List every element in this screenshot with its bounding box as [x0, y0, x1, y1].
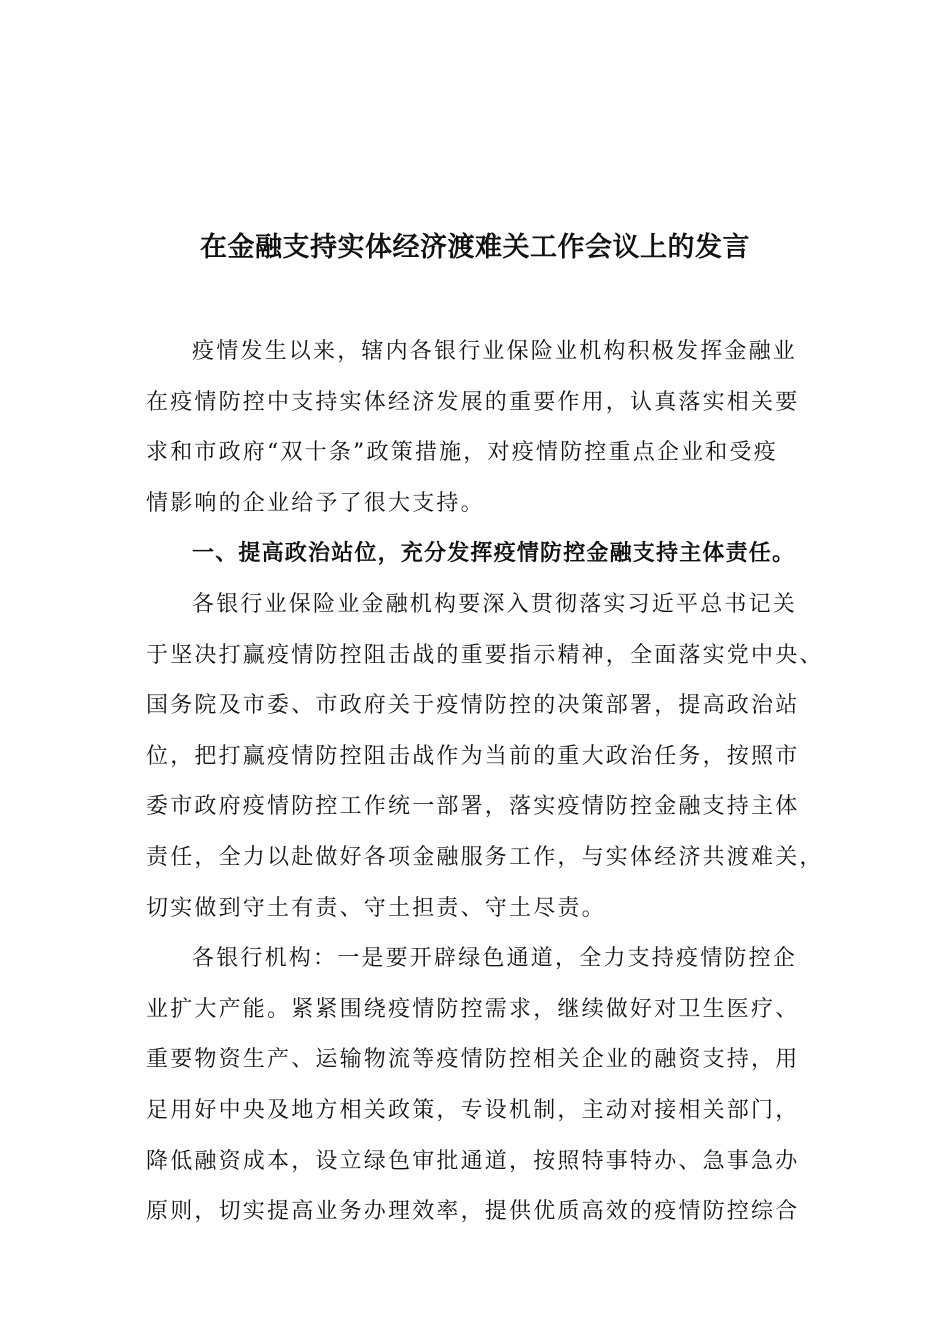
text-line: 各银行业保险业金融机构要深入贯彻落实习近平总书记关: [192, 591, 798, 617]
text-line: 位，把打赢疫情防控阻击战作为当前的重大政治任务，按照市: [146, 743, 800, 769]
text-line: 求和市政府“双十条”政策措施，对疫情防控重点企业和受疫: [146, 440, 778, 466]
paragraph-bank-measures: [146, 934, 826, 1238]
text-line: 足用好中央及地方相关政策，专设机制，主动对接相关部门，: [146, 1097, 800, 1123]
text-line: 委市政府疫情防控工作统一部署，落实疫情防控金融支持主体: [146, 794, 800, 820]
text-line: 疫情发生以来，辖内各银行业保险业机构积极发挥金融业: [192, 339, 798, 364]
text-line: 情影响的企业给予了很大支持。: [146, 490, 485, 516]
text-line: 降低融资成本，设立绿色审批通道，按照特事特办、急事急办: [146, 1148, 800, 1174]
text-line: 原则，切实提高业务办理效率，提供优质高效的疫情防控综合: [146, 1199, 800, 1225]
text-line: 重要物资生产、运输物流等疫情防控相关企业的融资支持，用: [146, 1047, 800, 1073]
text-line: 切实做到守土有责、守土担责、守土尽责。: [146, 895, 606, 921]
document-body: [146, 327, 826, 1238]
text-line: 于坚决打赢疫情防控阻击战的重要指示精神，全面落实党中央、: [146, 642, 824, 668]
text-line: 业扩大产能。紧紧围绕疫情防控需求，继续做好对卫生医疗、: [146, 996, 800, 1022]
section-heading: 一、提高政治站位，充分发挥疫情防控金融支持主体责任。: [192, 541, 796, 567]
text-line: 各银行机构：一是要开辟绿色通道，全力支持疫情防控企: [192, 946, 798, 972]
text-line: 责任，全力以赴做好各项金融服务工作，与实体经济共渡难关，: [146, 844, 824, 870]
paragraph-intro: [146, 327, 826, 529]
text-line: 国务院及市委、市政府关于疫情防控的决策部署，提高政治站: [146, 693, 800, 719]
paragraph-political-position: [146, 580, 826, 934]
text-line: 在疫情防控中支持实体经济发展的重要作用，认真落实相关要: [146, 389, 800, 415]
document-title: 在金融支持实体经济渡难关工作会议上的发言: [200, 232, 750, 263]
